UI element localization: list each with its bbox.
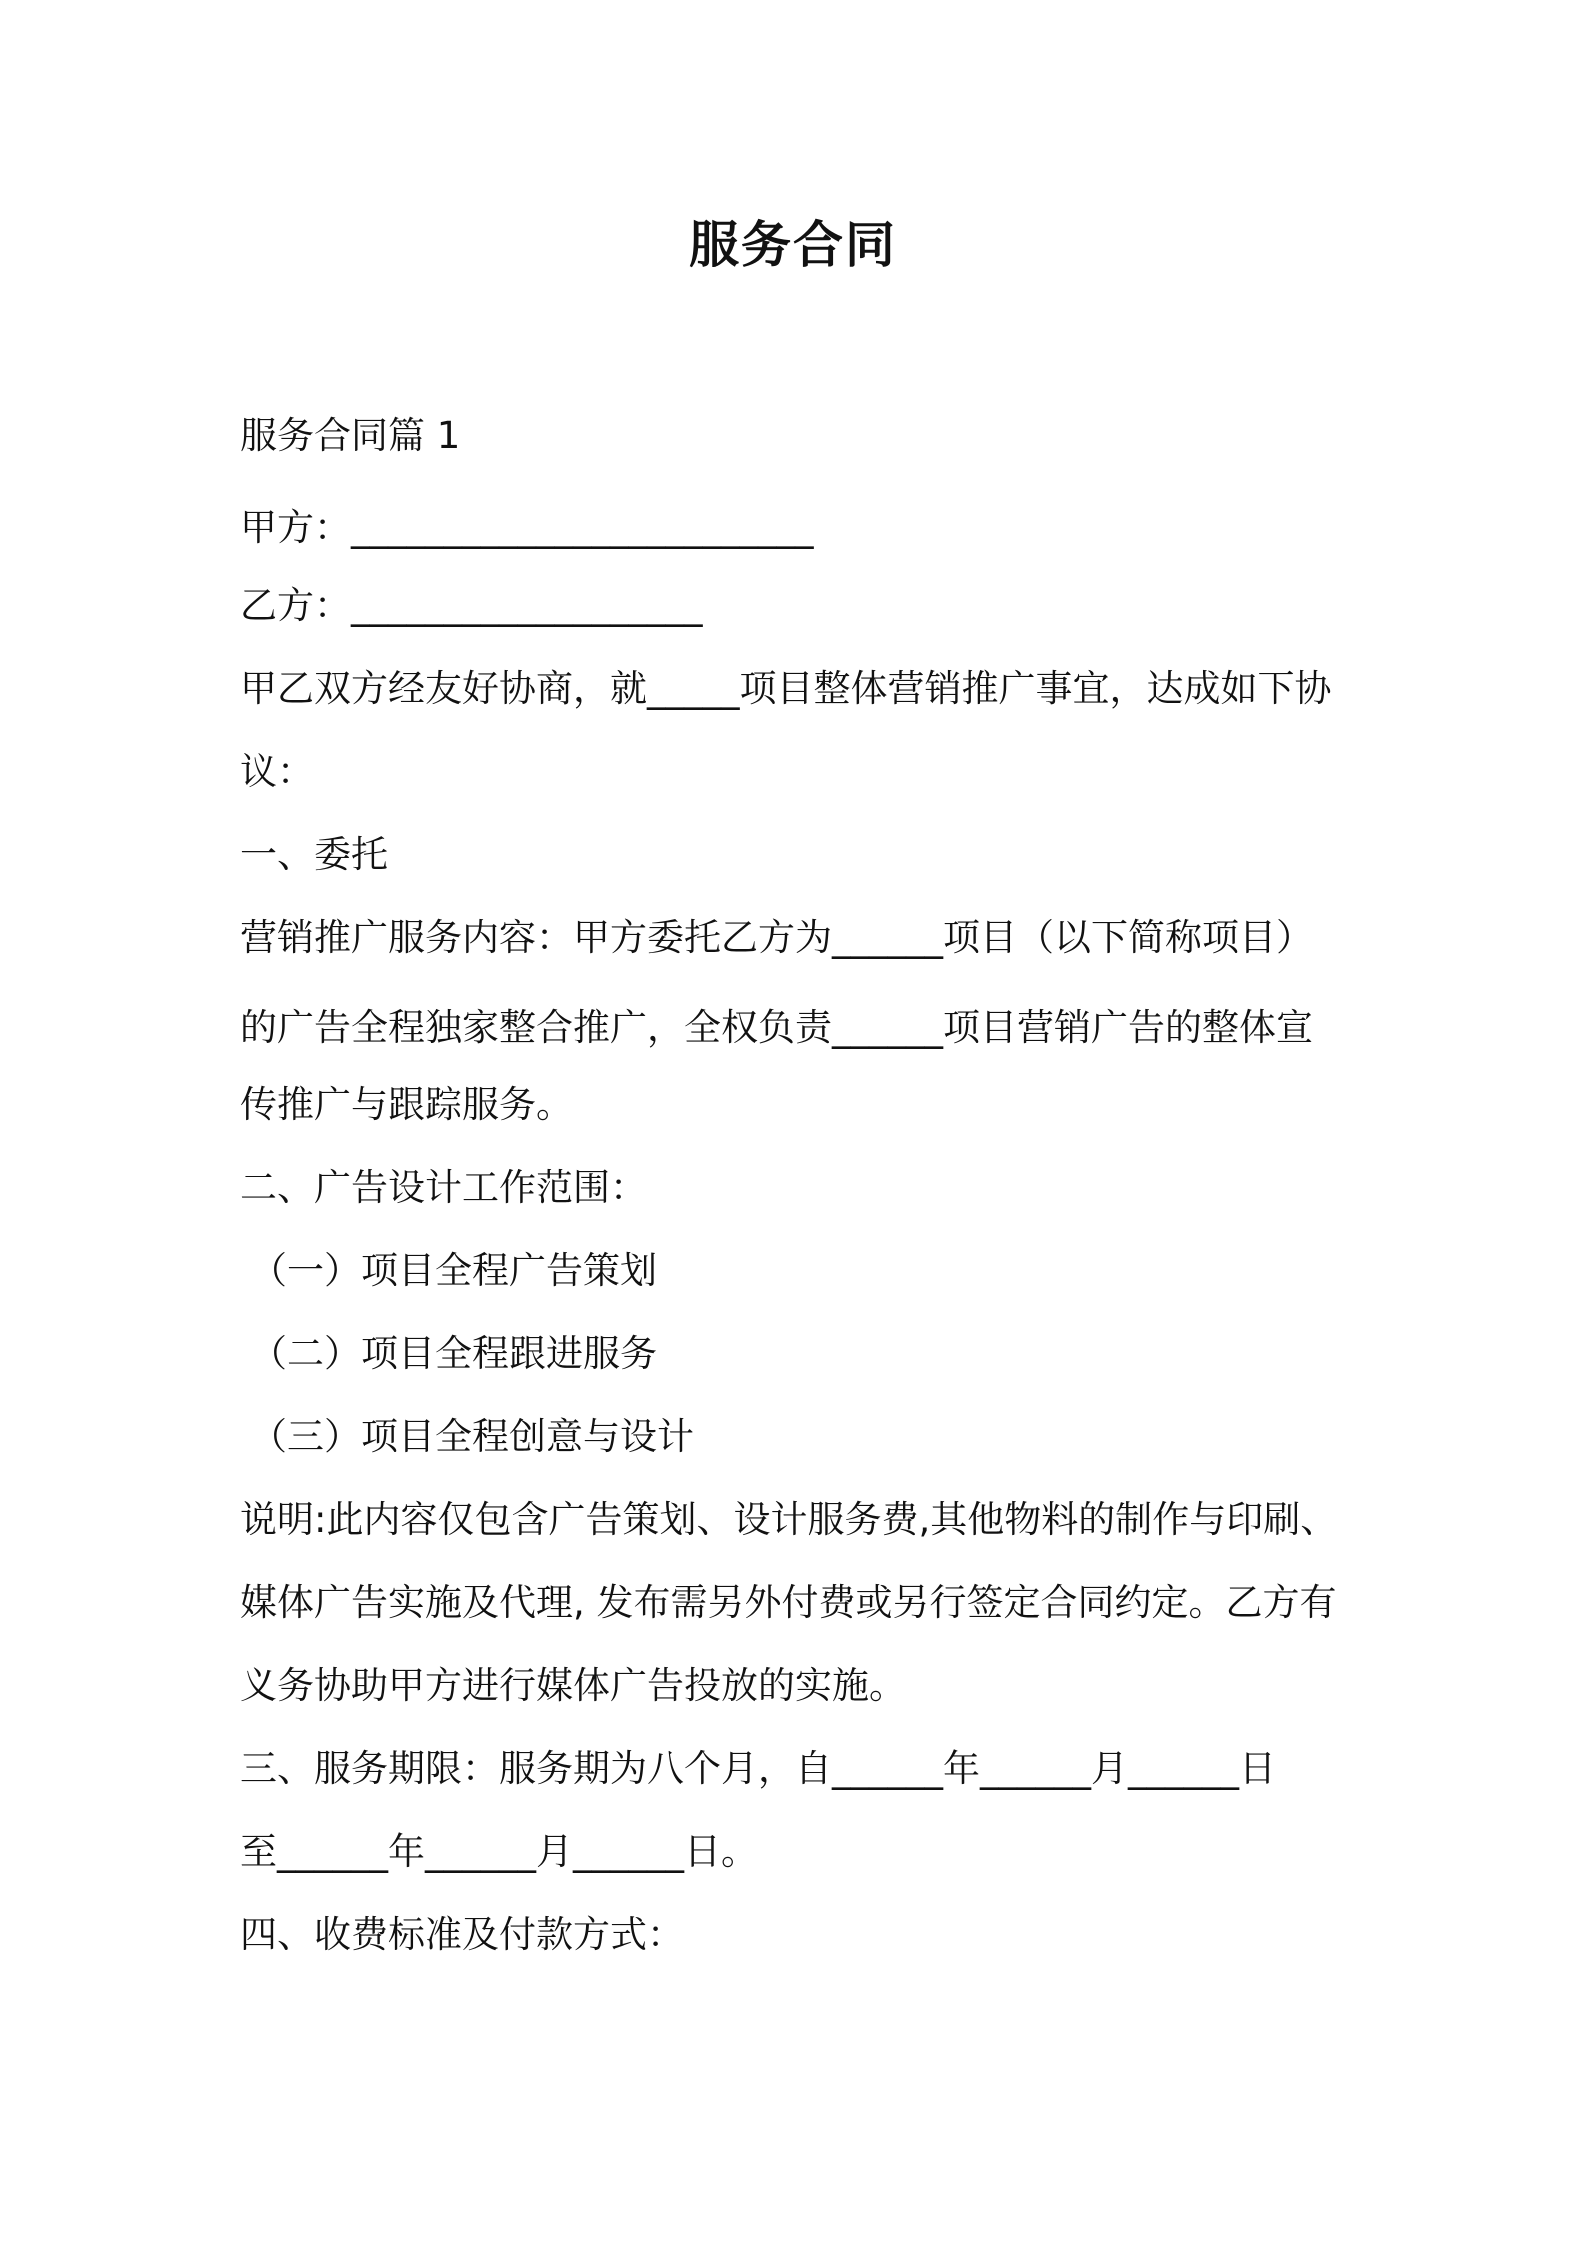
- paragraph-line: 传推广与跟踪服务。: [240, 1083, 573, 1126]
- paragraph-line: 义务协助甲方进行媒体广告投放的实施。: [240, 1664, 906, 1707]
- document-title: 服务合同: [689, 216, 897, 274]
- paragraph-line: 议：: [240, 750, 314, 793]
- clause-heading: 一、委托: [240, 833, 388, 876]
- clause-heading: 二、广告设计工作范围：: [240, 1166, 647, 1209]
- paragraph-line: 媒体广告实施及代理, 发布需另外付费或另行签定合同约定。乙方有: [240, 1581, 1337, 1624]
- list-item: （二）项目全程跟进服务: [250, 1332, 657, 1375]
- party-a-line: 甲方：_________________________: [240, 506, 814, 549]
- paragraph-line: 三、服务期限：服务期为八个月，自______年______月______日: [240, 1747, 1276, 1790]
- section-heading: 服务合同篇 1: [240, 414, 461, 457]
- party-b-line: 乙方：___________________: [240, 584, 703, 627]
- paragraph-line: 营销推广服务内容：甲方委托乙方为______项目（以下简称项目）: [240, 916, 1313, 959]
- paragraph-line: 甲乙双方经友好协商，就_____项目整体营销推广事宜，达成如下协: [240, 667, 1332, 710]
- list-item: （三）项目全程创意与设计: [250, 1415, 694, 1458]
- paragraph-line: 的广告全程独家整合推广，全权负责______项目营销广告的整体宣: [240, 1006, 1313, 1049]
- paragraph-line: 至______年______月______日。: [240, 1830, 758, 1873]
- clause-heading: 四、收费标准及付款方式：: [240, 1913, 684, 1956]
- list-item: （一）项目全程广告策划: [250, 1249, 657, 1292]
- paragraph-line: 说明:此内容仅包含广告策划、设计服务费,其他物料的制作与印刷、: [240, 1498, 1338, 1541]
